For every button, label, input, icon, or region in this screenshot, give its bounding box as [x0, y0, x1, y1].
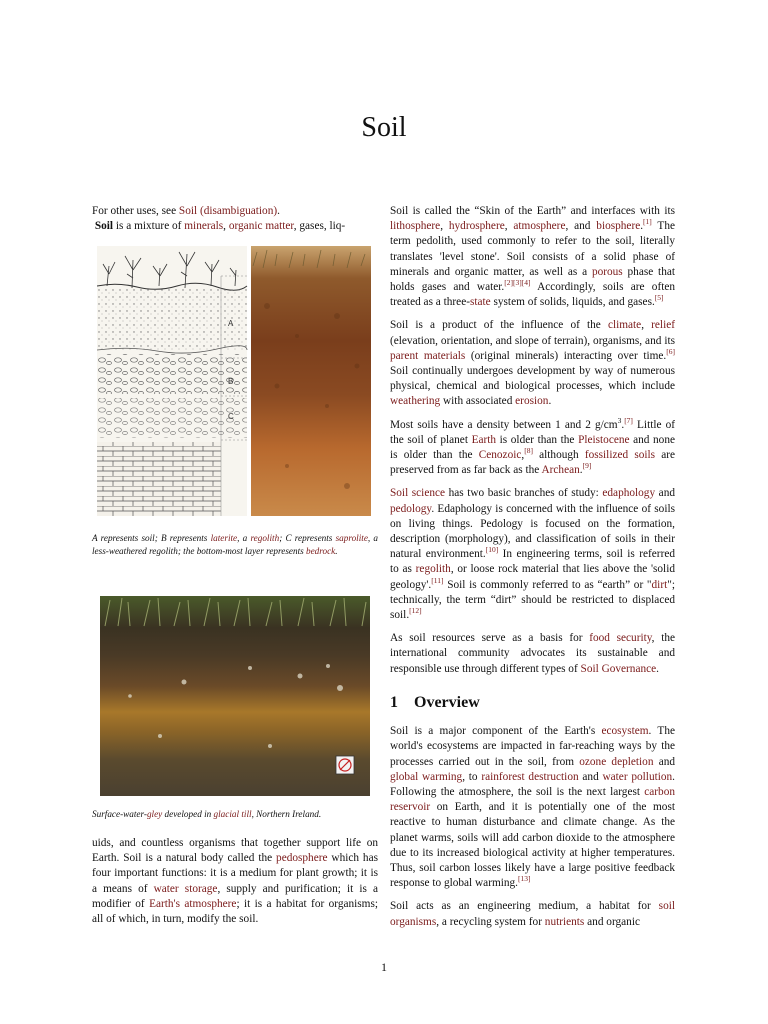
link-climate[interactable]: climate — [607, 319, 642, 332]
link-porous[interactable]: porous — [591, 265, 623, 278]
link-ozone-depletion[interactable]: ozone depletion — [579, 755, 654, 768]
link-rainforest-destruction[interactable]: rainforest destruction — [481, 770, 579, 783]
citation-link[interactable]: [7] — [624, 415, 633, 425]
link-organic-matter[interactable]: organic matter — [228, 220, 294, 233]
link-relief[interactable]: relief — [651, 319, 675, 332]
citation-link[interactable]: [5] — [654, 293, 664, 303]
paragraph-skin-of-earth: Soil is called the “Skin of the Earth” and interfaces with its lithosphere, hydrosphere, atmosphere, and biosphere.[1] The term pedolith, used commonly to refer to the soil, literally translates 'level stone'. Soil consists of a solid phase of minerals and organic matter, as well as a porous phase that holds gases and water.[2][3][4] Accordingly, soils are often treated as a three-state system of solids, liquids, and gases.[5] — [390, 205, 676, 309]
link-cenozoic[interactable]: Cenozoic — [478, 449, 522, 462]
link-gley[interactable]: gley — [146, 809, 163, 819]
intro-first-line: Soil is a mixture of minerals, organic matter, gases, liq- — [94, 220, 346, 233]
link-dirt[interactable]: dirt — [651, 578, 668, 591]
link-weathering[interactable]: weathering — [390, 395, 441, 408]
link-atmosphere[interactable]: atmosphere — [513, 220, 566, 233]
link-bedrock[interactable]: bedrock — [306, 546, 336, 556]
link-water-storage[interactable]: water storage — [153, 882, 218, 895]
link-erosion[interactable]: erosion — [515, 395, 549, 408]
link-fossilized-soils[interactable]: fossilized soils — [584, 449, 656, 462]
intro-block — [92, 204, 378, 234]
link-regolith-caption[interactable]: regolith — [250, 533, 280, 543]
link-carbon-reservoir[interactable]: carbon reservoir — [390, 785, 675, 814]
paragraph-engineering-medium: Soil acts as an engineering medium, a habitat for soil organisms, a recycling system for nutrients and organic — [390, 900, 675, 928]
paragraph-soil-science: Soil science has two basic branches of study: edaphology and pedology. Edaphology is concerned with the influence of soils on living things. Pedology is focused on the formation, description (morphology), and classification of soils in their natural environment.[10] In engineering terms, soil is referred to as regolith, or loose rock material that lies above the 'solid geology'.[11] Soil is commonly referred to as “earth” or "dirt"; technically, the term “dirt” should be restricted to displaced soil.[12] — [390, 487, 675, 622]
citation-link[interactable]: [10] — [485, 545, 499, 555]
citation-link[interactable]: [13] — [518, 874, 531, 884]
soil-horizons-drawing — [97, 246, 371, 516]
link-minerals[interactable]: minerals — [184, 220, 224, 233]
link-regolith[interactable]: regolith — [415, 563, 451, 576]
figure2-caption: Surface-water-gley developed in glacial till, Northern Ireland. — [92, 809, 322, 819]
citation-link[interactable]: [11] — [431, 575, 444, 585]
link-edaphology[interactable]: edaphology — [602, 487, 656, 500]
horizon-label-b: B — [228, 377, 234, 386]
gley-soil-photo — [100, 596, 370, 796]
citation-link[interactable]: [2][3][4] — [504, 278, 531, 288]
link-soil-governance[interactable]: Soil Governance — [580, 662, 657, 675]
link-laterite[interactable]: laterite — [210, 533, 238, 543]
link-global-warming[interactable]: global warming — [390, 770, 463, 783]
soil-horizons-figure — [97, 246, 371, 516]
bold-term: Soil — [94, 220, 114, 233]
right-column — [390, 204, 675, 938]
link-ecosystem[interactable]: ecosystem — [601, 725, 649, 738]
paragraph-soil-resources: As soil resources serve as a basis for food security, the international community advocates its sustainable and responsible use through different types of Soil Governance. — [390, 632, 676, 675]
link-soil-disambiguation[interactable]: Soil (disambiguation) — [178, 205, 278, 217]
link-soil-science[interactable]: Soil science — [390, 487, 446, 500]
link-soil-organisms[interactable]: soil organisms — [390, 900, 675, 928]
link-parent-materials[interactable]: parent materials — [390, 349, 466, 362]
link-nutrients[interactable]: nutrients — [544, 915, 585, 928]
link-pleistocene[interactable]: Pleistocene — [578, 433, 630, 446]
link-pedosphere[interactable]: pedosphere — [276, 852, 328, 865]
page-number: 1 — [381, 960, 387, 974]
link-biosphere[interactable]: biosphere — [596, 220, 641, 233]
paragraph-overview: Soil is a major component of the Earth's ecosystem. The world's ecosystems are impacted in far-reaching ways by the processes carried out in the soil, from ozone depletion and global warming, to rainforest destruction and water pollution. Following the atmosphere, the soil is the next largest carbon reservoir on Earth, and it is potentially one of the most reactive to human disturbance and climate change. As the planet warms, soils will add carbon dioxide to the atmosphere due to its increased biological activity at higher temperatures. Thus, soil carbon losses likely have a large positive feedback response to global warming.[13] — [390, 725, 676, 890]
link-food-security[interactable]: food security — [589, 632, 652, 645]
figure1-caption: A represents soil; B represents laterite, a regolith; C represents saprolite, a less-weathered regolith; the bottom-most layer represents bedrock. — [92, 533, 379, 556]
link-lithosphere[interactable]: lithosphere — [390, 220, 441, 233]
hatnote: For other uses, see Soil (disambiguation). — [92, 205, 280, 217]
paragraph-density: Most soils have a density between 1 and 2 $g/cm^3.[7]$ Little of the soil of planet Earth is older than the Pleistocene and none is older than the Cenozoic,[8] although fossilized soils are preserved from as far back as the Archean.[9] — [390, 415, 676, 477]
citation-link[interactable]: [12] — [409, 606, 422, 616]
link-saprolite[interactable]: saprolite — [335, 533, 368, 543]
paragraph-soil-product: Soil is a product of the influence of the climate, relief (elevation, orientation, and slope of terrain), organisms, and its parent materials (original minerals) interacting over time.[6] Soil continually undergoes development by way of numerous physical, chemical and biological processes, which include weathering with associated erosion. — [390, 319, 675, 408]
link-earths-atmosphere[interactable]: Earth's atmosphere — [149, 897, 237, 910]
citation-link[interactable]: [9] — [582, 461, 592, 471]
intro-continuation: uids, and countless organisms that together support life on Earth. Soil is a natural body called the pedosphere which has four important functions: it is a medium for plant growth; it is a means of water storage, supply and purification; it is a modifier of Earth's atmosphere; it is a habitat for organisms; all of which, in turn, modify the soil. — [92, 837, 378, 926]
horizon-label-a: A — [228, 319, 234, 328]
citation-link[interactable]: [6] — [666, 346, 675, 356]
citation-link[interactable]: [8] — [524, 446, 533, 456]
section-heading-overview: 1 Overview — [390, 693, 480, 711]
link-earth[interactable]: Earth — [471, 433, 497, 446]
gley-soil-image — [100, 596, 370, 796]
link-archean[interactable]: Archean — [541, 464, 580, 477]
link-state[interactable]: state — [469, 296, 491, 309]
horizon-label-c: C — [228, 412, 234, 421]
citation-link[interactable]: [1] — [643, 217, 652, 227]
link-glacial-till[interactable]: glacial till — [213, 809, 252, 819]
link-water-pollution[interactable]: water pollution — [602, 770, 673, 783]
page-title: Soil — [361, 112, 407, 143]
link-pedology[interactable]: pedology — [390, 502, 432, 515]
link-hydrosphere[interactable]: hydrosphere — [448, 220, 505, 233]
